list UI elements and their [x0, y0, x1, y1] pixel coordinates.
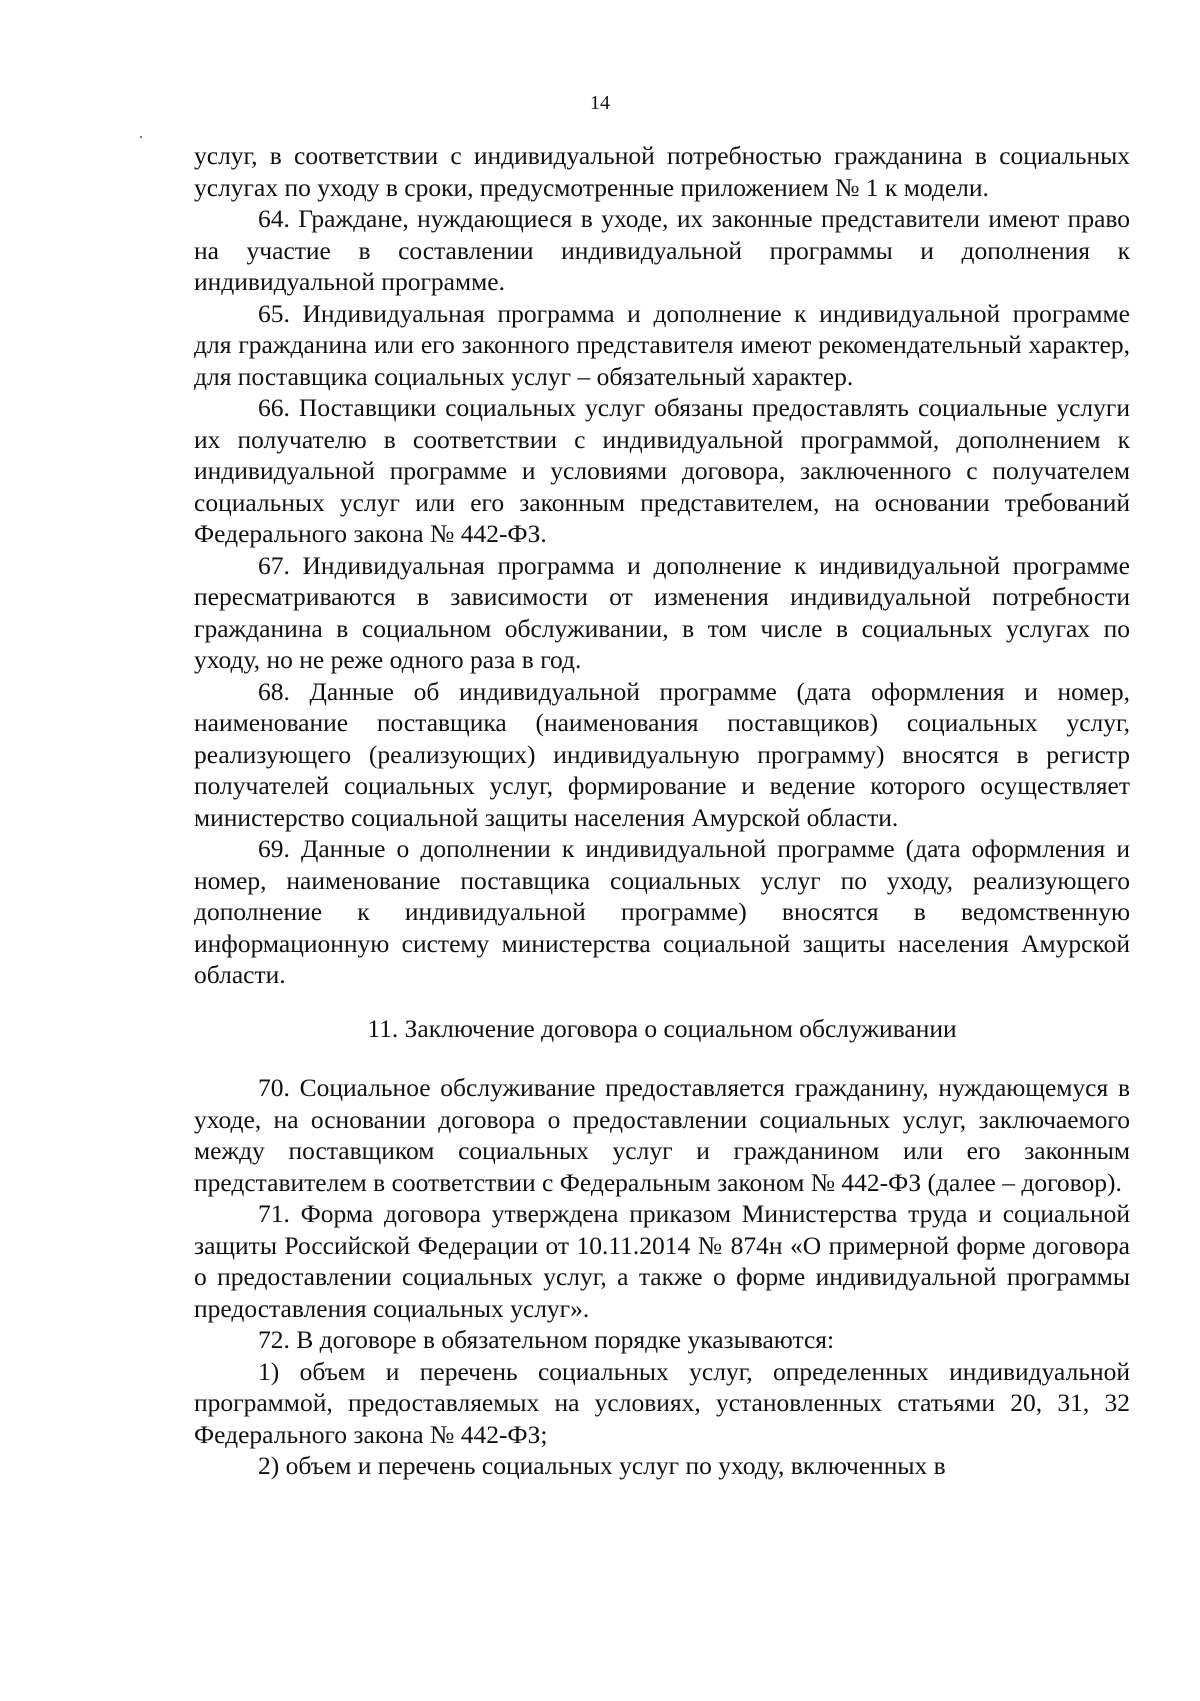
page-number: 14: [590, 92, 610, 114]
scan-speck: [140, 136, 142, 138]
section-heading: 11. Заключение договора о социальном обслуживании: [367, 1013, 957, 1043]
paragraph-66: 66. Поставщики социальных услуг обязаны предоставлять социальные услуги их получателю в соответствии с индивидуальной программой, дополнением к индивидуальной программе и условиями договора, заключенного с получателем социальных услуг или его законным представителем, на основании требований Федерального закона № 442-ФЗ.: [194, 393, 1130, 548]
paragraph-65: 65. Индивидуальная программа и дополнение к индивидуальной программе для гражданина или его законного представителя имеют рекомендательный характер, для поставщика социальных услуг – обязательный характер.: [194, 298, 1130, 391]
paragraph-67: 67. Индивидуальная программа и дополнение к индивидуальной программе пересматриваются в зависимости от изменения индивидуальной потребности гражданина в социальном обслуживании, в том числе в социальных услугах по уходу, но не реже одного раза в год.: [194, 550, 1130, 674]
paragraph-72: 72. В договоре в обязательном порядке указываются:: [258, 1325, 835, 1354]
paragraph-64: 64. Граждане, нуждающиеся в уходе, их законные представители имеют право на участие в составлении индивидуальной программы и дополнения к индивидуальной программе.: [194, 204, 1130, 296]
paragraph-68: 68. Данные об индивидуальной программе (дата оформления и номер, наименование поставщика (наименования поставщиков) социальных услуг, реализующего (реализующих) индивидуальную программу) вносятся в регистр получателей социальных услуг, формирование и ведение которого осуществляет министерство социальной защиты населения Амурской области.: [194, 676, 1130, 832]
paragraph-71: 71. Форма договора утверждена приказом Министерства труда и социальной защиты Российской Федерации от 10.11.2014 № 874н «О примерной форме договора о предоставлении социальных услуг, а также о форме индивидуальной программы предоставления социальных услуг».: [194, 1199, 1130, 1323]
document-body: [194, 140, 1130, 1482]
list-item-2: 2) объем и перечень социальных услуг по уходу, включенных в: [258, 1451, 946, 1480]
paragraph-69: 69. Данные о дополнении к индивидуальной программе (дата оформления и номер, наименование поставщика социальных услуг по уходу, реализующего дополнение к индивидуальной программе) вносятся в ведомственную информационную систему министерства социальной защиты населения Амурской области.: [194, 834, 1130, 989]
paragraph-continuation: услуг, в соответствии с индивидуальной потребностью гражданина в социальных услугах по уходу в сроки, предусмотренные приложением № 1 к модели.: [194, 141, 1130, 202]
paragraph-70: 70. Социальное обслуживание предоставляется гражданину, нуждающемуся в уходе, на основании договора о предоставлении социальных услуг, заключаемого между поставщиком социальных услуг и гражданином или его законным представителем в соответствии с Федеральным законом № 442-ФЗ (далее – договор).: [194, 1073, 1130, 1197]
list-item-1: 1) объем и перечень социальных услуг, определенных индивидуальной программой, предоставляемых на условиях, установленных статьями 20, 31, 32 Федерального закона № 442-ФЗ;: [194, 1356, 1130, 1449]
